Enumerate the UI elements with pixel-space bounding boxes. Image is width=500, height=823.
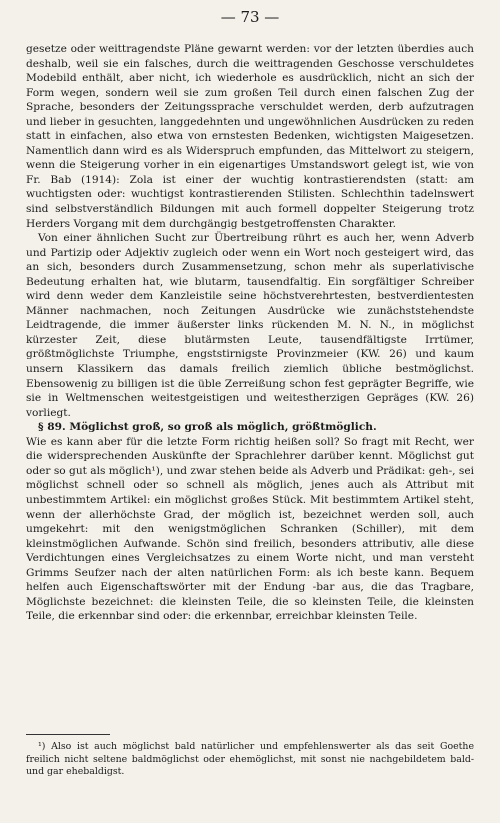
page-number: — 73 — bbox=[220, 8, 280, 26]
footnote: ¹) Also ist auch möglichst bald natürlicher und empfehlenswerter als das seit Goethe freilich nicht seltene baldmöglichst oder ehemöglichst, mit sonst nie nachgebildetem bald- und gar ehebaldigst. bbox=[26, 741, 474, 778]
paragraph-2: Von einer ähnlichen Sucht zur Übertreibung rührt es auch her, wenn Adverb und Partizip oder Adjektiv zugleich oder wenn ein Wort noch gesteigert wird, das an sich, besonders durch Zusammensetzung, schon mehr als superlativische Bedeutung erhalten hat, wie blutarm, tausendfaltig. Ein sorgfältiger Schreiber wird denn weder dem Kanzleistile seine höchstverehrtesten, bestverdientesten Männer nachmachen, noch Zeitungen Ausdrücke wie zunächststehendste Leidtragende, die immer äußerster links rückenden M. N. N., in möglichst kürzester Zeit, diese blutärmsten Leute, tausendfältigste Irrtümer, größtmöglichste Triumphe, engststirnigste Provinzmeier (KW. 26) und kaum unsern Klassikern das damals freilich ziemlich übliche bestmöglichst. Ebensowenig zu billigen ist die üble Zerreißung schon fest geprägter Begriffe, wie sie in Weltmenschen weitestgeistigen und weitestherzigen Gepräges (KW. 26) vorliegt. bbox=[26, 232, 474, 419]
section-body: Wie es kann aber für die letzte Form richtig heißen soll? So fragt mit Recht, wer die widersprechenden Auskünfte der Sprachlehrer darüber kennt. Möglichst gut oder so gut als möglich¹), und zwar stehen beide als Adverb und Prädikat: geh-, sei möglichst schnell oder so schnell als möglich, jenes auch als Attribut mit unbestimmtem Artikel: ein möglichst großes Stück. Mit bestimmtem Artikel steht, wenn der allerhöchste Grad, der möglich ist, bezeichnet werden soll, auch umgekehrt: mit den wenigstmöglichen Schranken (Schiller), mit dem kleinstmöglichen Aufwande. Schön sind freilich, besonders attributiv, alle diese Verdichtungen eines Vergleichsatzes zu einem Worte nicht, und man versteht Grimms Seufzer nach der alten natürlichen Form: als ich beste kann. Bequem helfen auch Eigenschaftswörter mit der Endung -bar aus, die das Tragbare, Möglichste bezeichnet: die kleinsten Teile, die so kleinsten Teile, die kleinsten Teile, die erkennbar sind oder: die erkennbar, erreichbar kleinsten Teile. bbox=[26, 435, 475, 623]
paragraph-1: gesetze oder weittragendste Pläne gewarnt werden: vor der letzten überdies auch deshalb, weil sie ein falsches, durch die weittragenden Geschosse verschuldetes Modebild enthält, aber nicht, ich wiederhole es ausdrücklich, nicht an sich der Form wegen, sondern weil sie zum großen Teil durch einen falschen Zug der Sprache, besonders der Zeitungssprache verschuldet werden, derb aufzutragen und lieber in gesuchten, langgedehnten und ungewöhnlichen Ausdrücken zu reden statt in einfachen, also etwa von ernstesten Bedenken, wichtigsten Maigesetzen. Namentlich dann wird es als Widerspruch empfunden, das Mittelwort zu steigern, wenn die Steigerung vorher in ein eigenartiges Umstandswort gelegt ist, wie von Fr. Bab (1914): Zola ist einer der wuchtig kontrastierendsten (statt: am wuchtigsten oder: wuchtigst kontrastierenden Stilisten. Schlechthin tadelnswert sind selbstverständlich Bildungen mit auch formell doppelter Steigerung trotz Herders Vorgang mit dem durchgängig bestgetroffensten Charakter. bbox=[26, 43, 474, 230]
section-heading: § 89. Möglichst groß, so groß als möglich, größtmöglich. bbox=[38, 421, 377, 434]
footnote-rule bbox=[26, 734, 110, 735]
page-body bbox=[26, 42, 474, 624]
